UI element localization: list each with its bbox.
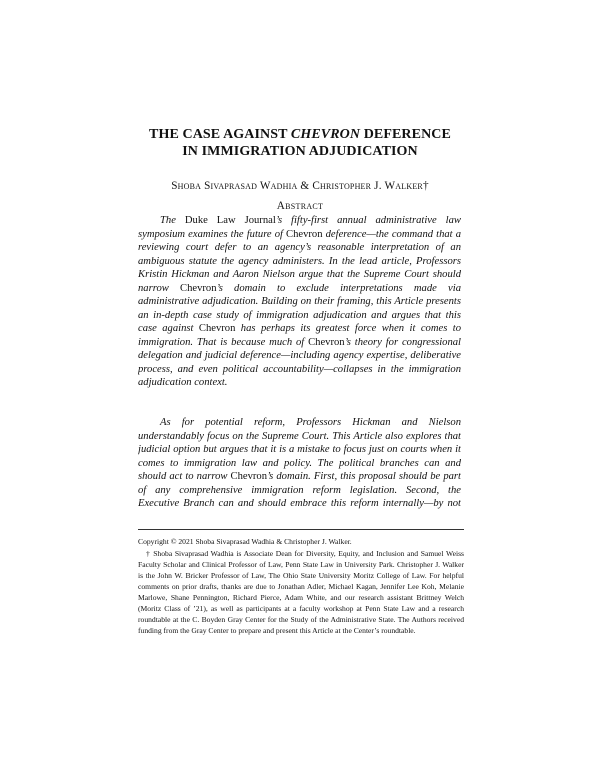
paragraph2-run: ’s domain. First, this proposal should be part of any comprehensive immigration reform legislation. Second, the Executive Branch can and should embrace this reform internally—by not bbox=[138, 471, 461, 509]
paragraph2-run: Chevron bbox=[230, 471, 268, 482]
title-line-1 bbox=[80, 126, 520, 143]
abstract-paragraph-1 bbox=[138, 214, 461, 404]
paragraph1-run: Chevron bbox=[180, 282, 217, 294]
title-line-2: IN IMMIGRATION ADJUDICATION bbox=[182, 144, 418, 159]
paragraph1-run: Chevron bbox=[286, 228, 323, 240]
author-footnote: † Shoba Sivaprasad Wadhia is Associate Dean for Diversity, Equity, and Inclusion and Samuel Weiss Faculty Scholar and Clinical Professor of Law, Penn State Law in University Park. Christopher J. Walker is the John W. Bricker Professor of Law, The Ohio State University Moritz College of Law. For helpful comments on prior drafts, thanks are due to Jonathan Adler, Michael Kagan, Jennifer Lee Koh, Melanie Marlowe, Shane Pennington, Richard Pierce, Adam White, and our research assistant Brittney Welch (Moritz Class of ’21), as well as participants at a faculty workshop at Penn State Law and a research roundtable at the C. Boyden Gray Center for the Study of the Administrative State. The Authors received funding from the Gray Center to prepare and present this Article at the Center’s roundtable. bbox=[138, 549, 464, 635]
copyright-footnote: Copyright © 2021 Shoba Sivaprasad Wadhia & Christopher J. Walker. bbox=[138, 537, 352, 546]
paragraph2-run bbox=[174, 512, 210, 513]
paragraph1-run: ’s domain to exclude interpretations made via administrative adjudication. Building on their framing, this Article presents an in-depth case study of immigration adjudication and argues that this case against bbox=[138, 282, 461, 334]
paragraph1-run: Chevron bbox=[198, 323, 236, 334]
paragraph1-run: The bbox=[160, 215, 185, 226]
abstract-paragraph-2 bbox=[138, 416, 461, 512]
paragraph1-run: has perhaps its greatest force when it comes to immigration. That is because much of bbox=[138, 323, 461, 348]
title-chevron: CHEVRON bbox=[290, 127, 361, 142]
paragraph1-run: Duke Law Journal bbox=[184, 215, 276, 226]
paragraph1-run: ’s fifty-first annual administrative law symposium examines the future of bbox=[138, 215, 461, 240]
paragraph1-run: deference—the command that a reviewing court defer to an agency’s reasonable interpretation of an ambiguous statute the agency administers. In the lead article, Professors Kristin Hickman and Aaron Nielson argue that the Supreme Court should narrow bbox=[138, 228, 461, 294]
article-title bbox=[80, 126, 520, 160]
title-line-1-end: DEFERENCE bbox=[360, 127, 451, 142]
paragraph1-run: Chevron bbox=[308, 336, 345, 348]
author-byline: Shoba Sivaprasad Wadhia & Christopher J. Walker† bbox=[171, 180, 429, 192]
abstract-heading: Abstract bbox=[276, 200, 324, 212]
title-line-1-start: THE CASE AGAINST bbox=[149, 127, 291, 142]
footnote-separator bbox=[138, 529, 464, 530]
paragraph1-run: ’s theory for congressional delegation and judicial deference—including agency expertise, deliberative process, and even political accountability—collapses in the immigration adjudication context. bbox=[138, 336, 461, 388]
paragraph2-run: As for potential reform, Professors Hickman and Nielson understandably focus on the Supreme Court. This Article also explores that judicial option but argues that it is a mistake to focus just on courts when it comes to immigration law and policy. The political branches can and should act to narrow bbox=[138, 417, 461, 482]
